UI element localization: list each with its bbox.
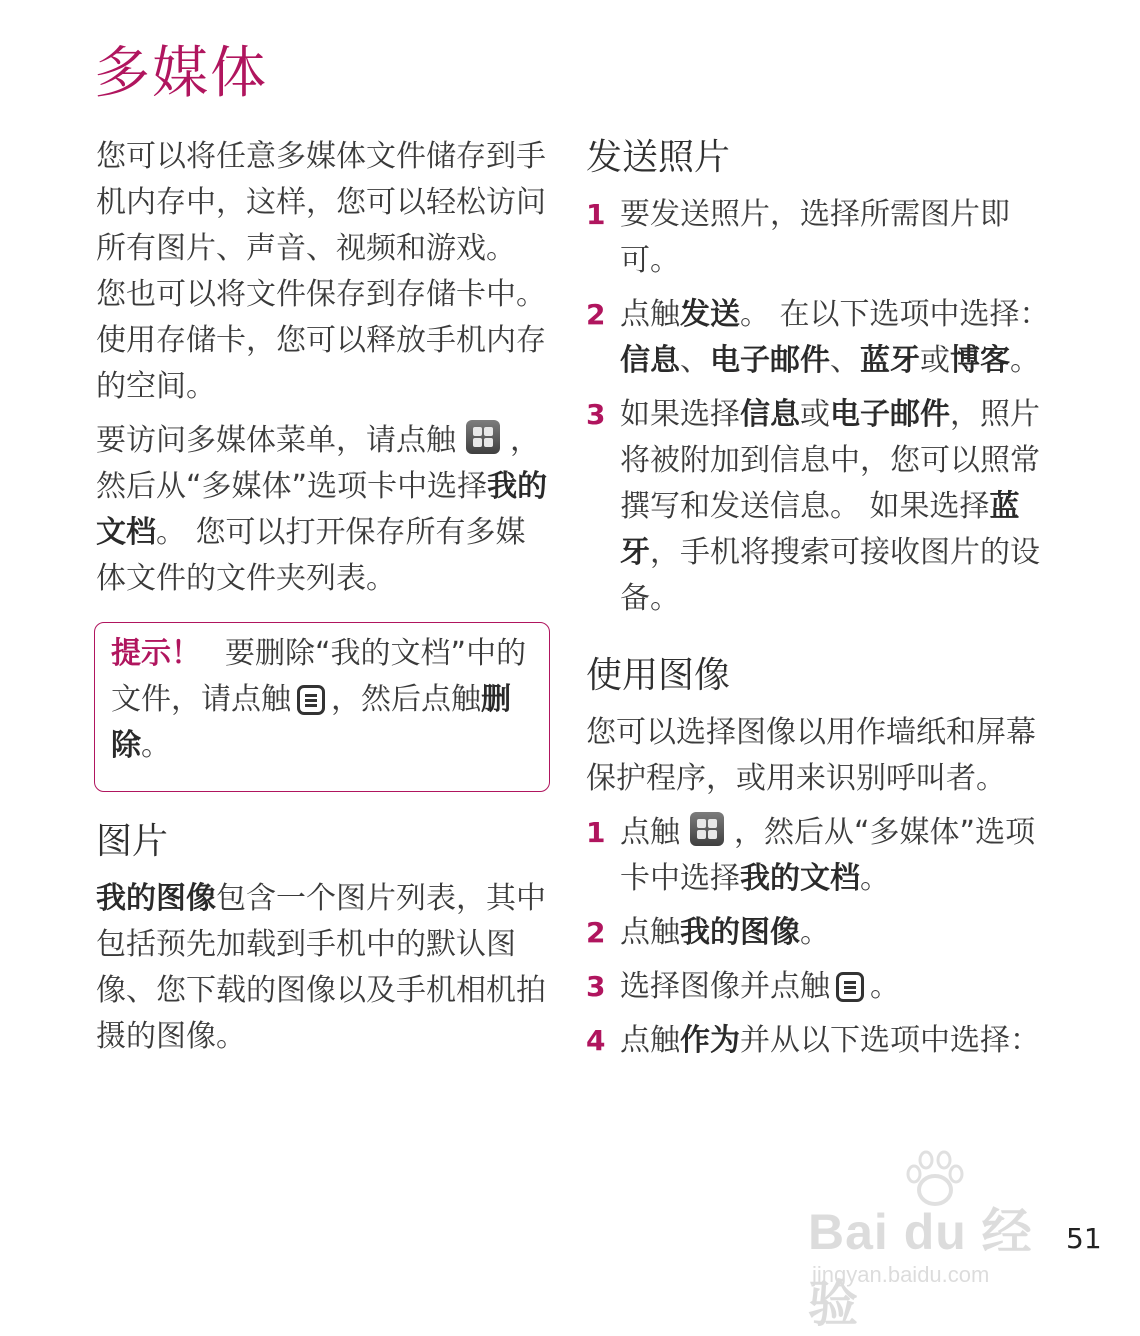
right-column — [586, 134, 1056, 1072]
list-item — [586, 810, 1056, 902]
email-label: 电子邮件 — [830, 397, 950, 432]
my-documents-label: 我的文档 — [740, 861, 860, 896]
step-text: 。 — [870, 969, 900, 1004]
step-number: 2 — [586, 916, 606, 949]
list-item — [586, 392, 1056, 622]
options-menu-icon — [297, 685, 325, 715]
watermark-logo: Bai du 经验 — [808, 1204, 1033, 1332]
menu-grid-icon — [690, 812, 724, 846]
send-photo-steps — [586, 192, 1056, 622]
separator: 、 — [830, 343, 860, 378]
step-number: 1 — [586, 816, 606, 849]
step-text: 或 — [920, 343, 950, 378]
my-images-label: 我的图像 — [96, 881, 216, 916]
tip-text-c: 。 — [141, 728, 171, 763]
step-text: 选择图像并点触 — [620, 969, 830, 1004]
tip-text-a: 要删除“我的文档”中的文件，请点触 — [111, 636, 527, 717]
step-text: 。 — [800, 915, 830, 950]
use-image-heading: 使用图像 — [586, 655, 731, 696]
use-image-steps — [586, 810, 1056, 1064]
step-text: 点触 — [620, 1023, 680, 1058]
delete-label: 删除 — [111, 682, 511, 763]
step-text: ，然后从“多媒体”选项卡中选择 — [620, 815, 1036, 896]
list-item — [586, 964, 1056, 1010]
message-label: 信息 — [620, 343, 680, 378]
tip-box — [94, 622, 550, 792]
intro-text: 您可以将任意多媒体文件储存到手机内存中，这样，您可以轻松访问所有图片、声音、视频和游戏。 您也可以将文件保存到存储卡中。 使用存储卡，您可以释放手机内存的空间。 — [96, 139, 546, 404]
set-as-label: 作为 — [680, 1023, 740, 1058]
step-text: ，照片将被附加到信息中，您可以照常撰写和发送信息。 如果选择 — [620, 397, 1040, 524]
separator: 、 — [680, 343, 710, 378]
step-text: 并从以下选项中选择： — [740, 1023, 1040, 1058]
step-text: 或 — [800, 397, 830, 432]
send-photo-heading: 发送照片 — [586, 137, 731, 178]
step-number: 1 — [586, 198, 606, 231]
step-text: 。 — [1010, 343, 1040, 378]
list-item — [586, 1018, 1056, 1064]
message-label: 信息 — [740, 397, 800, 432]
pictures-paragraph — [96, 876, 554, 1060]
send-label: 发送 — [680, 297, 740, 332]
access-text-c: 。 您可以打开保存所有多媒体文件的文件夹列表。 — [96, 515, 526, 596]
list-item — [586, 192, 1056, 284]
menu-grid-icon — [466, 420, 500, 454]
access-paragraph — [96, 418, 554, 602]
step-text: 点触 — [620, 915, 680, 950]
blog-label: 博客 — [950, 343, 1010, 378]
my-images-label: 我的图像 — [680, 915, 800, 950]
intro-paragraph — [96, 134, 554, 410]
email-label: 电子邮件 — [710, 343, 830, 378]
list-item — [586, 910, 1056, 956]
step-text: ，手机将搜索可接收图片的设备。 — [620, 535, 1040, 616]
pictures-heading: 图片 — [96, 821, 169, 862]
pictures-text: 包含一个图片列表，其中包括预先加载到手机中的默认图像、您下载的图像以及手机相机拍摄的图像。 — [96, 881, 546, 1054]
step-number: 2 — [586, 298, 606, 331]
tip-label: 提示！ — [111, 636, 201, 671]
access-text-a: 要访问多媒体菜单，请点触 — [96, 423, 456, 458]
baidu-watermark — [808, 1150, 1078, 1332]
step-text: 如果选择 — [620, 397, 740, 432]
step-text: 。 在以下选项中选择： — [740, 297, 1050, 332]
options-menu-icon — [836, 972, 864, 1002]
step-text: 点触 — [620, 297, 680, 332]
tip-text-b: ，然后点触 — [331, 682, 481, 717]
watermark-url: jingyan.baidu.com — [812, 1262, 990, 1287]
list-item — [586, 292, 1056, 384]
use-image-intro: 您可以选择图像以用作墙纸和屏幕保护程序，或用来识别呼叫者。 — [586, 715, 1036, 796]
access-text-b: ，然后从“多媒体”选项卡中选择 — [96, 423, 540, 504]
step-number: 3 — [586, 398, 606, 431]
step-text: 要发送照片，选择所需图片即可。 — [620, 197, 1010, 278]
left-column — [96, 134, 554, 1068]
page-title: 多媒体 — [94, 41, 268, 106]
bluetooth-label: 蓝牙 — [860, 343, 920, 378]
step-text: 点触 — [620, 815, 680, 850]
my-documents-label: 我的文档 — [96, 469, 548, 550]
step-number: 4 — [586, 1024, 606, 1057]
step-number: 3 — [586, 970, 606, 1003]
step-text: 。 — [860, 861, 890, 896]
bluetooth-label: 蓝牙 — [620, 489, 1020, 570]
page-number: 51 — [1066, 1222, 1102, 1255]
